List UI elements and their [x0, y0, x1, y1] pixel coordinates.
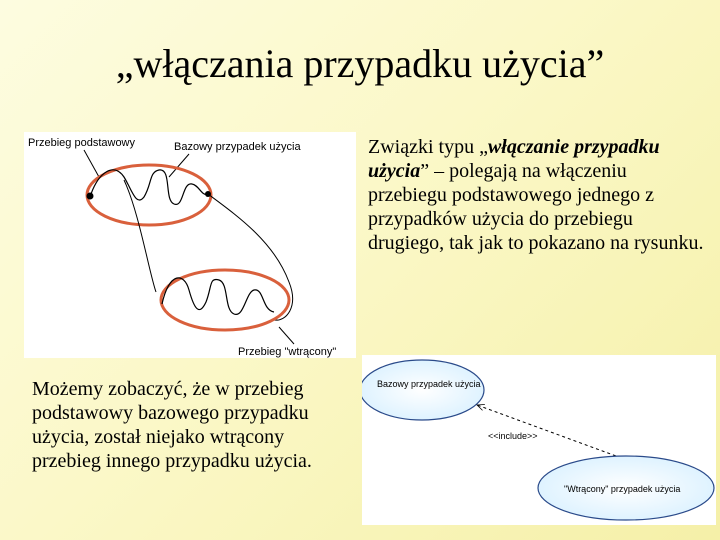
right-text-emphasis: włączanie przypadku użycia: [368, 136, 660, 182]
right-text-part1: Związki typu „: [368, 136, 488, 158]
branch-line-left: [124, 180, 156, 292]
uml-included-use-case-label: "Wtrącony" przypadek użycia: [564, 484, 681, 494]
flow-diagram: [24, 132, 356, 358]
right-text-part3: ” – polegają na włączeniu przebiegu podstawowego jednego z przypadków użycia do przebiegu drugiego, tak jak to pokazano na rysunku.: [368, 160, 704, 254]
label-base-use-case: Bazowy przypadek użycia: [174, 141, 301, 153]
base-flow-curve: [91, 170, 208, 205]
pointer-line-inserted-flow: [279, 327, 294, 344]
uml-base-use-case-ellipse: [362, 360, 484, 420]
base-flow-ellipse: [87, 165, 211, 225]
left-description: Możemy zobaczyć, że w przebieg podstawowy bazowego przypadku użycia, został niejako wtrącony przebieg innego przypadku użycia.: [32, 378, 312, 472]
pointer-line-base-use-case: [169, 154, 189, 177]
inserted-flow-ellipse: [161, 270, 289, 330]
pointer-line-base-flow: [84, 150, 99, 177]
slide-title: „włączania przypadku użycia”: [115, 41, 605, 86]
base-flow-start-point: [87, 193, 94, 200]
uml-base-use-case-label: Bazowy przypadek użycia: [377, 379, 481, 389]
label-base-flow: Przebieg podstawowy: [28, 137, 136, 149]
right-description: [368, 135, 708, 255]
inserted-flow-curve: [162, 278, 274, 315]
uml-diagram: [362, 355, 716, 525]
label-inserted-flow: Przebieg "wtrącony": [238, 346, 337, 358]
uml-include-label: <<include>>: [488, 431, 538, 441]
branch-line-right: [208, 194, 293, 320]
